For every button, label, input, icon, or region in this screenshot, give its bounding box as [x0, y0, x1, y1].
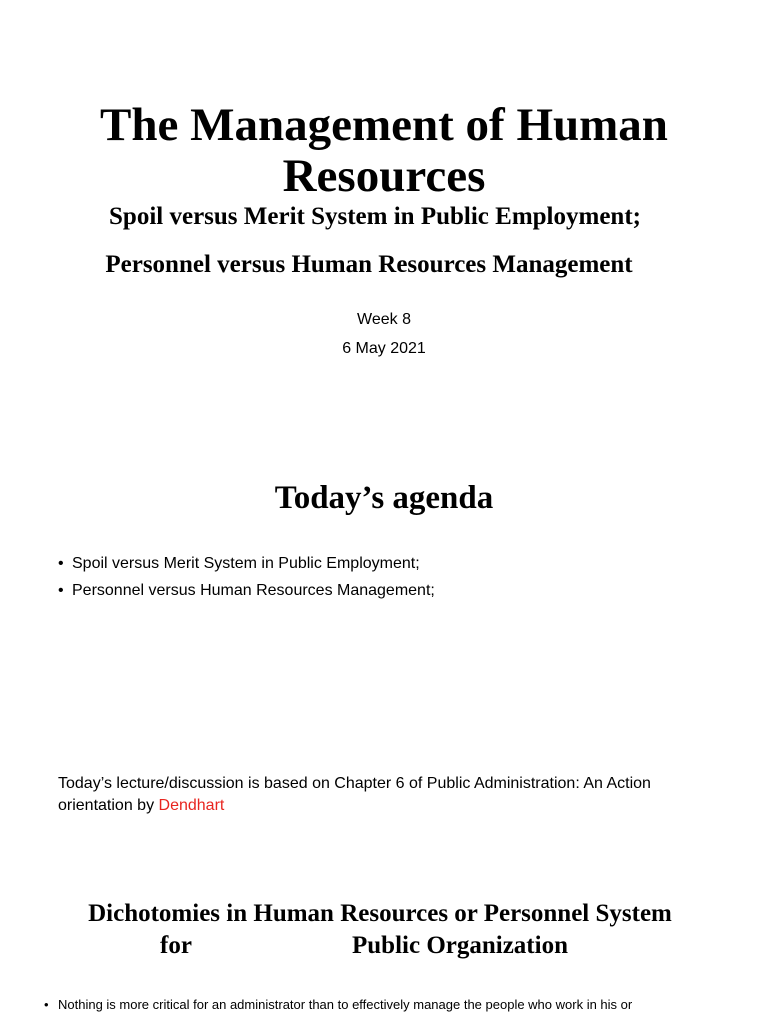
- subtitle-spoil-merit: Spoil versus Merit System in Public Employment;: [109, 203, 641, 230]
- heading-for: for: [160, 932, 192, 959]
- dichotomies-bullet-text: Nothing is more critical for an administrator than to effectively manage the people who work in his or: [58, 997, 633, 1012]
- list-item: [44, 996, 764, 1014]
- dichotomies-heading-line2: [0, 930, 768, 962]
- list-item: • Spoil versus Merit System in Public Employment;: [58, 550, 435, 577]
- lecture-text: Today’s lecture/discussion is based on Chapter 6 of Public Administration: An Action orientation by: [58, 775, 651, 814]
- bullet-icon: •: [58, 555, 64, 572]
- dichotomies-heading: [0, 898, 768, 962]
- lecture-author: Dendhart: [158, 797, 225, 814]
- title-slide: [0, 0, 768, 440]
- week-label: Week 8: [357, 311, 411, 328]
- bullet-icon: •: [44, 997, 49, 1012]
- subtitle-personnel-hrm: Personnel versus Human Resources Management: [105, 251, 633, 278]
- agenda-list: [58, 550, 435, 604]
- agenda-heading: Today’s agenda: [274, 480, 494, 516]
- bullet-icon: •: [58, 582, 64, 599]
- date-label: 6 May 2021: [342, 340, 426, 357]
- heading-public-organization: Public Organization: [352, 932, 568, 959]
- list-item: • Personnel versus Human Resources Management;: [58, 577, 435, 604]
- dichotomies-heading-line1: Dichotomies in Human Resources or Personnel System: [88, 900, 672, 927]
- presentation-title: The Management of Human Resources: [100, 99, 668, 202]
- lecture-note: [58, 773, 718, 817]
